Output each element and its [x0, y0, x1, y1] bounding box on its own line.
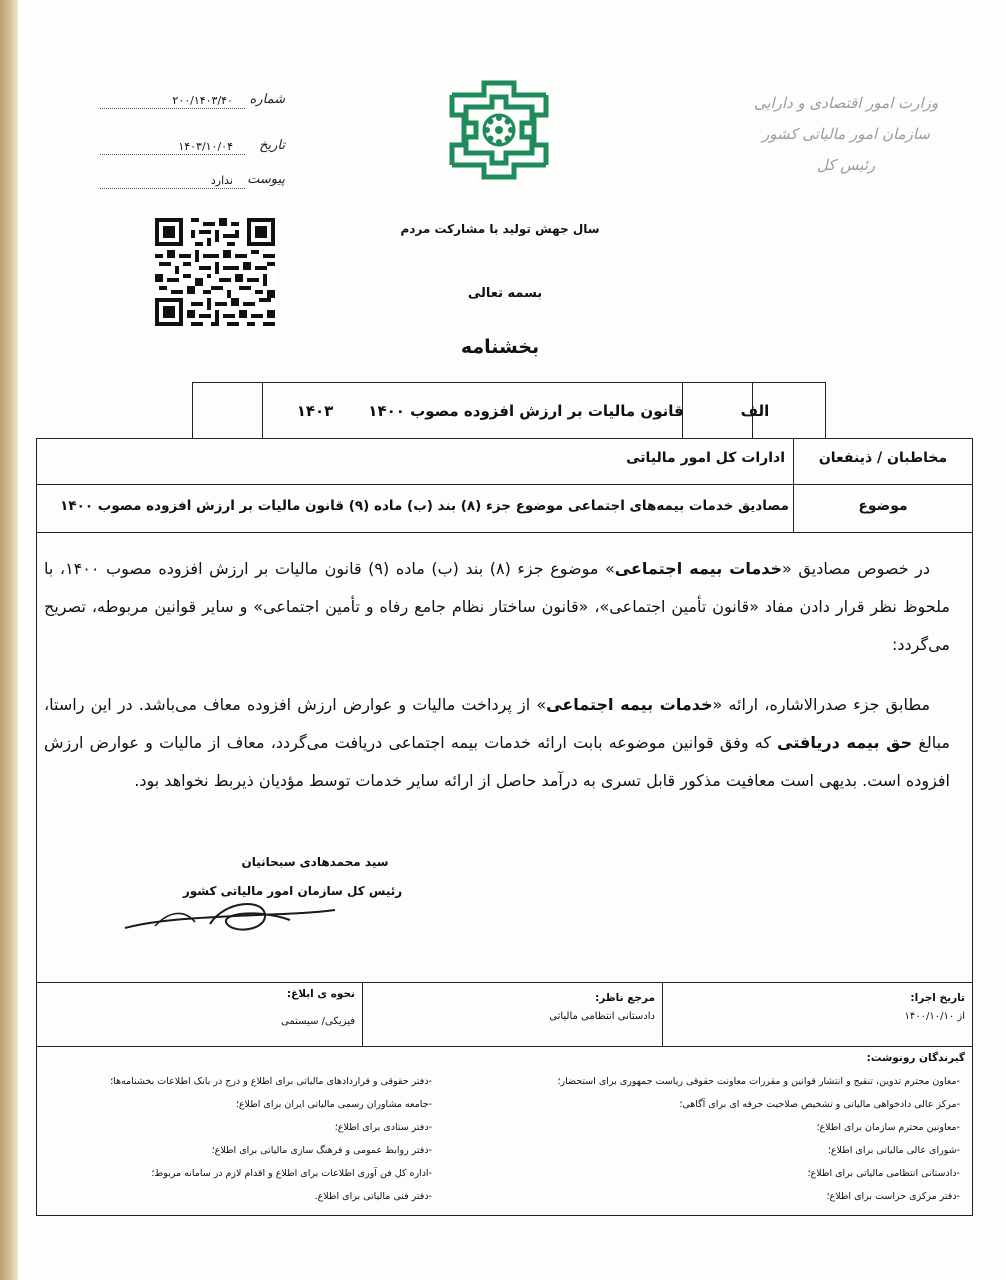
ministry-line-3: رئیس کل [816, 156, 876, 174]
subject-value: مصادیق خدمات بیمه‌های اجتماعی موضوع جزء (۸) بند (ب) ماده (۹) قانون مالیات بر ارزش افزوده مصوب ۱۴۰۰ [60, 498, 789, 514]
ministry-heading [736, 88, 956, 181]
cc-right-item: -شورای عالی مالیاتی برای اطلاع؛ [827, 1145, 960, 1156]
authority-value: دادستانی انتظامی مالیاتی [549, 1011, 655, 1022]
qr-code [155, 218, 275, 326]
p2-bold-social-insurance: خدمات بیمه اجتماعی [546, 695, 713, 714]
cc-label: گیرندگان رونوشت: [866, 1052, 965, 1064]
cc-left-item: -اداره کل فن آوری اطلاعات برای اطلاع و اقدام لازم در سامانه مربوط؛ [151, 1168, 432, 1179]
handwritten-signature [115, 880, 345, 940]
document-type-title: بخشنامه [460, 336, 540, 358]
cc-left-item: -دفتر ستادی برای اطلاع؛ [334, 1122, 432, 1133]
cc-right-item: -دادستانی انتظامی مالیاتی برای اطلاع؛ [807, 1168, 960, 1179]
recipients-value: ادارات کل امور مالیاتی [626, 450, 785, 466]
p1-text-a: در خصوص مصادیق « [782, 559, 931, 578]
cc-right-item: -مرکز عالی دادخواهی مالیاتی و تشخیص صلاحیت حرفه ای برای آگاهی؛ [679, 1099, 960, 1110]
page-edge [0, 0, 18, 1280]
code-cell-series: الف [740, 402, 770, 420]
cc-left-item: -دفتر فنی مالیاتی برای اطلاع. [314, 1191, 432, 1202]
signatory-name: سید محمدهادی سبحانیان [241, 855, 389, 869]
code-cell-law-title: قانون مالیات بر ارزش افزوده مصوب ۱۴۰۰ [368, 402, 684, 420]
body-paragraph-1 [44, 550, 950, 664]
subject-label: موضوع [858, 498, 908, 514]
cc-left-item: -جامعه مشاوران رسمی مالیاتی ایران برای اطلاع؛ [235, 1099, 432, 1110]
body-paragraph-2 [44, 686, 950, 800]
cc-left-item: -دفتر روابط عمومی و فرهنگ سازی مالیاتی برای اطلاع؛ [211, 1145, 432, 1156]
notify-method-value: فیزیکی/ سیستمی [281, 1016, 355, 1027]
number-label: شماره [249, 92, 285, 107]
cc-left-item: -دفتر حقوقی و قراردادهای مالیاتی برای اطلاع و درج در بانک اطلاعات بخشنامه‌ها؛ [110, 1076, 432, 1087]
code-cell-year: ۱۴۰۳ [296, 402, 334, 420]
p1-bold-social-insurance: خدمات بیمه اجتماعی [614, 559, 783, 578]
attachment-value: ندارد [210, 174, 233, 187]
ministry-line-2: سازمان امور مالیاتی کشور [762, 125, 930, 143]
date-row [100, 138, 285, 160]
bismillah: بسمه تعالی [467, 286, 543, 301]
p2-text-a: مطابق جزء صدرالاشاره، ارائه « [712, 695, 931, 714]
notify-method-label: نحوه ی ابلاغ: [286, 988, 355, 1000]
number-value: ۲۰۰/۱۴۰۳/۴۰ [172, 94, 233, 107]
number-row [100, 92, 285, 114]
cc-list-left [42, 1070, 432, 1208]
cc-right-item: -معاون محترم تدوین، تنقیح و انتشار قوانین و مقررات معاونت حقوقی ریاست جمهوری برای استحضار؛ [557, 1076, 960, 1087]
signatory-title: رئیس کل سازمان امور مالیاتی کشور [182, 884, 403, 898]
circular-code-table [192, 382, 826, 439]
ministry-line-1: وزارت امور اقتصادی و دارایی [753, 94, 939, 112]
date-label: تاریخ [259, 138, 285, 153]
date-value: ۱۴۰۳/۱۰/۰۴ [178, 140, 233, 153]
exec-date-value: از ۱۴۰۰/۱۰/۱۰ [904, 1011, 965, 1022]
year-slogan: سال جهش تولید با مشارکت مردم [400, 222, 600, 236]
authority-label: مرجع ناظر: [595, 992, 655, 1004]
p1-text-c: » موضوع جزء (۸) بند (ب) ماده (۹) قانون مالیات بر ارزش افزوده مصوب ۱۴۰۰، با ملحوظ نظر قرار دادن مفاد «قانون تأمین اجتماعی»، «قانون ساختار نظام جامع رفاه و تأمین اجتماعی» و سایر قوانین مربوطه، تصریح می‌گردد: [44, 559, 950, 654]
recipients-label: مخاطبان / ذینفعان [818, 450, 948, 466]
cc-right-item: -معاونین محترم سازمان برای اطلاع؛ [816, 1122, 960, 1133]
attachment-label: پیوست [247, 172, 285, 187]
p2-bold-premium: حق بیمه دریافتی [777, 733, 913, 752]
cc-list-right [530, 1070, 960, 1208]
exec-date-label: تاریخ اجرا: [910, 992, 965, 1004]
tax-organization-logo [444, 75, 554, 185]
p2-text-c: » از پرداخت مالیات و عوارض ارزش افزوده معاف می‌باشد. در این راستا، مبالغ [44, 695, 951, 752]
code-cell-empty [193, 383, 263, 439]
cc-right-item: -دفتر مرکزی حراست برای اطلاع؛ [826, 1191, 960, 1202]
p2-text-e: که وفق قوانین موضوعه بابت ارائه خدمات بیمه اجتماعی دریافت می‌گردد، معاف از مالیات و عوارض ارزش افزوده است. بدیهی است معافیت مذکور قابل تسری به درآمد حاصل از ارائه سایر خدمات توسط مؤدیان ذیربط نخواهد بود. [44, 733, 950, 790]
attachment-row [100, 172, 285, 194]
